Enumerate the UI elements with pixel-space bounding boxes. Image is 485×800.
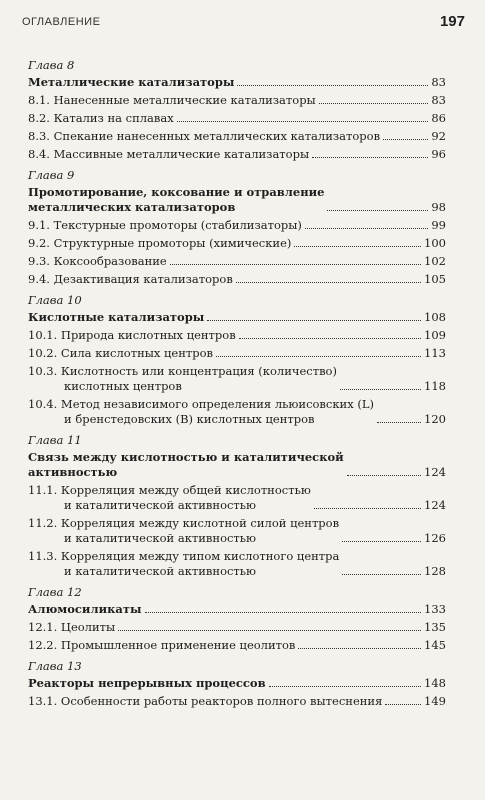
- section-entry-text: [28, 694, 382, 709]
- chapter-title-page: 133: [424, 602, 446, 616]
- dot-leader: [237, 85, 428, 86]
- section-entry-page: 113: [424, 346, 446, 360]
- dot-leader: [347, 475, 421, 476]
- section-entry: [28, 483, 446, 513]
- section-entry: [28, 328, 446, 343]
- section-entry-text: [28, 272, 233, 287]
- section-entry: [28, 111, 446, 126]
- chapter-label: Глава 10: [28, 293, 82, 307]
- chapter-title-line: Кислотные катализаторы: [28, 310, 205, 324]
- chapter-label: Глава 8: [28, 58, 75, 72]
- running-head: ОГЛАВЛЕНИЕ: [22, 16, 101, 28]
- section-entry-text: [28, 93, 316, 108]
- dot-leader: [170, 264, 421, 265]
- section-entry-line: и каталитической активностью: [64, 531, 257, 545]
- section-entry-page: 100: [424, 236, 446, 250]
- chapter-title: [28, 75, 446, 90]
- dot-leader: [207, 320, 421, 321]
- section-entry-page: 124: [424, 498, 446, 512]
- dot-leader: [298, 648, 421, 649]
- section-entry-line: 10.3. Кислотность или концентрация (количество): [28, 364, 337, 378]
- section-entry-page: 126: [424, 531, 446, 545]
- dot-leader: [312, 157, 428, 158]
- section-entry-line: 8.4. Массивные металлические катализаторы: [28, 147, 310, 161]
- chapter-title-text: [28, 310, 204, 325]
- section-entry-text: [28, 397, 374, 427]
- section-entry: [28, 638, 446, 653]
- section-entry-line: и каталитической активностью: [64, 564, 257, 578]
- section-entry-line: 8.2. Катализ на сплавах: [28, 111, 174, 125]
- chapter-title-line: Металлические катализаторы: [28, 75, 235, 89]
- section-entry-line: 9.2. Структурные промоторы (химические): [28, 236, 292, 250]
- chapter-label: Глава 12: [28, 585, 82, 599]
- dot-leader: [342, 574, 421, 575]
- section-entry-line: 8.3. Спекание нанесенных металлических катализаторов: [28, 129, 381, 143]
- section-entry-text: [28, 111, 174, 126]
- section-entry-page: 118: [424, 379, 446, 393]
- chapter-title-line: активностью: [28, 465, 118, 479]
- dot-leader: [118, 630, 421, 631]
- section-entry-text: [28, 218, 302, 233]
- chapter-title-line: Промотирование, коксование и отравление: [28, 185, 325, 199]
- section-entry-page: 86: [431, 111, 446, 125]
- table-of-contents: [28, 58, 446, 715]
- section-entry-line: и каталитической активностью: [64, 498, 257, 512]
- chapter-label: Глава 11: [28, 433, 82, 447]
- dot-leader: [377, 422, 421, 423]
- chapter-title: [28, 676, 446, 691]
- section-entry-text: [28, 328, 236, 343]
- section-entry: [28, 397, 446, 427]
- section-entry-text: [28, 516, 339, 546]
- section-entry-text: [28, 549, 339, 579]
- section-entry-line: 9.4. Дезактивация катализаторов: [28, 272, 233, 286]
- section-entry-line: 9.3. Коксообразование: [28, 254, 167, 268]
- dot-leader: [216, 356, 421, 357]
- section-entry: [28, 364, 446, 394]
- section-entry: [28, 218, 446, 233]
- chapter-title-page: 98: [431, 200, 446, 214]
- dot-leader: [340, 389, 421, 390]
- chapter-title-page: 124: [424, 465, 446, 479]
- section-entry-line: 11.3. Корреляция между типом кислотного центра: [28, 549, 340, 563]
- section-entry-line: кислотных центров: [64, 379, 182, 393]
- section-entry: [28, 129, 446, 144]
- dot-leader: [342, 541, 421, 542]
- dot-leader: [294, 246, 421, 247]
- chapter-title: [28, 450, 446, 480]
- section-entry-text: [28, 254, 167, 269]
- dot-leader: [239, 338, 421, 339]
- section-entry: [28, 346, 446, 361]
- section-entry-page: 145: [424, 638, 446, 652]
- dot-leader: [327, 210, 428, 211]
- chapter-title-page: 148: [424, 676, 446, 690]
- chapter-block: [28, 58, 446, 162]
- section-entry-page: 96: [431, 147, 446, 161]
- chapter-block: [28, 433, 446, 579]
- chapter-label: Глава 9: [28, 168, 75, 182]
- section-entry: [28, 272, 446, 287]
- section-entry-page: 92: [431, 129, 446, 143]
- chapter-label: Глава 13: [28, 659, 82, 673]
- dot-leader: [383, 139, 428, 140]
- section-entry-line: 10.4. Метод независимого определения льюисовских (L): [28, 397, 374, 411]
- dot-leader: [236, 282, 421, 283]
- section-entry-line: 11.2. Корреляция между кислотной силой центров: [28, 516, 340, 530]
- chapter-title-page: 83: [431, 75, 446, 89]
- chapter-title: [28, 602, 446, 617]
- section-entry-page: 102: [424, 254, 446, 268]
- chapter-title-text: [28, 75, 234, 90]
- section-entry-line: 11.1. Корреляция между общей кислотностью: [28, 483, 311, 497]
- chapter-title-line: Алюмосиликаты: [28, 602, 142, 616]
- dot-leader: [145, 612, 422, 613]
- section-entry: [28, 147, 446, 162]
- section-entry: [28, 254, 446, 269]
- chapter-title-text: [28, 185, 324, 215]
- dot-leader: [177, 121, 429, 122]
- section-entry-line: 10.2. Сила кислотных центров: [28, 346, 214, 360]
- dot-leader: [319, 103, 429, 104]
- dot-leader: [269, 686, 421, 687]
- chapter-title-text: [28, 676, 266, 691]
- chapter-block: [28, 585, 446, 653]
- section-entry-text: [28, 620, 115, 635]
- section-entry-line: 12.1. Цеолиты: [28, 620, 116, 634]
- chapter-title: [28, 310, 446, 325]
- page-number: 197: [439, 13, 465, 30]
- section-entry-page: 83: [431, 93, 446, 107]
- section-entry: [28, 549, 446, 579]
- section-entry: [28, 694, 446, 709]
- dot-leader: [385, 704, 421, 705]
- dot-leader: [314, 508, 421, 509]
- chapter-block: [28, 293, 446, 427]
- chapter-block: [28, 659, 446, 709]
- section-entry: [28, 93, 446, 108]
- section-entry: [28, 236, 446, 251]
- chapter-block: [28, 168, 446, 287]
- section-entry-text: [28, 236, 291, 251]
- section-entry-text: [28, 129, 380, 144]
- section-entry-line: 8.1. Нанесенные металлические катализаторы: [28, 93, 316, 107]
- section-entry-line: 10.1. Природа кислотных центров: [28, 328, 236, 342]
- section-entry-text: [28, 346, 213, 361]
- section-entry-line: 9.1. Текстурные промоторы (стабилизаторы): [28, 218, 302, 232]
- section-entry: [28, 516, 446, 546]
- section-entry-text: [28, 364, 337, 394]
- chapter-title-page: 108: [424, 310, 446, 324]
- section-entry: [28, 620, 446, 635]
- chapter-title: [28, 185, 446, 215]
- chapter-title-line: Реакторы непрерывных процессов: [28, 676, 266, 690]
- section-entry-text: [28, 483, 311, 513]
- chapter-title-text: [28, 450, 344, 480]
- section-entry-page: 128: [424, 564, 446, 578]
- section-entry-page: 99: [431, 218, 446, 232]
- section-entry-line: 13.1. Особенности работы реакторов полного вытеснения: [28, 694, 383, 708]
- dot-leader: [305, 228, 428, 229]
- chapter-title-text: [28, 602, 142, 617]
- section-entry-line: 12.2. Промышленное применение цеолитов: [28, 638, 296, 652]
- chapter-title-line: Связь между кислотностью и каталитической: [28, 450, 344, 464]
- section-entry-page: 149: [424, 694, 446, 708]
- section-entry-page: 120: [424, 412, 446, 426]
- chapter-title-line: металлических катализаторов: [28, 200, 236, 214]
- section-entry-page: 109: [424, 328, 446, 342]
- section-entry-page: 135: [424, 620, 446, 634]
- section-entry-text: [28, 147, 309, 162]
- section-entry-text: [28, 638, 295, 653]
- section-entry-page: 105: [424, 272, 446, 286]
- section-entry-line: и бренстедовских (B) кислотных центров: [64, 412, 315, 426]
